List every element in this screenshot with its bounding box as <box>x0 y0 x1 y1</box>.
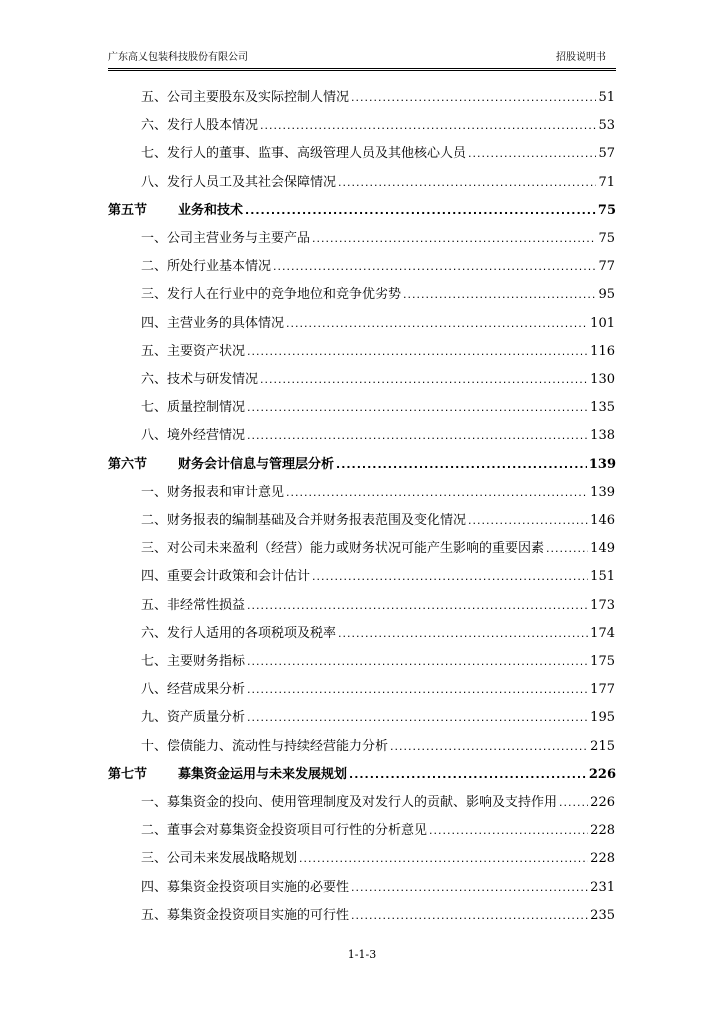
toc-entry-title: 八、境外经营情况 <box>141 428 246 444</box>
page-number: 1-1-3 <box>347 948 377 961</box>
toc-entry-title: 五、主要资产状况 <box>141 343 246 359</box>
toc-page-number: 77 <box>598 259 615 275</box>
toc-entry-title: 十、偿债能力、流动性与持续经营能力分析 <box>141 738 389 754</box>
toc-entry-title: 九、资产质量分析 <box>141 710 246 726</box>
toc-section-entry[interactable] <box>141 115 615 137</box>
dot-leader <box>260 369 588 391</box>
toc-section-entry[interactable] <box>141 482 615 504</box>
toc-section-entry[interactable] <box>141 313 615 335</box>
dot-leader <box>247 651 588 673</box>
toc-section-entry[interactable] <box>141 651 615 673</box>
toc-chapter-number: 第六节 <box>108 456 148 472</box>
toc-page-number: 139 <box>588 456 616 472</box>
toc-page-number: 138 <box>590 428 615 444</box>
dot-leader <box>260 115 596 137</box>
toc-page-number: 53 <box>598 118 615 134</box>
toc-chapter-entry[interactable] <box>108 200 616 222</box>
toc-page-number: 175 <box>590 654 615 669</box>
toc-page-number: 71 <box>598 174 615 190</box>
toc-section-entry[interactable] <box>141 623 615 645</box>
toc-section-entry[interactable] <box>141 284 615 306</box>
toc-page-number: 228 <box>590 823 615 839</box>
dot-leader <box>299 848 588 870</box>
toc-section-entry[interactable] <box>141 848 615 870</box>
dot-leader <box>468 143 596 165</box>
toc-section-entry[interactable] <box>141 256 615 278</box>
toc-section-entry[interactable] <box>141 228 615 250</box>
toc-entry-title: 八、发行人员工及其社会保障情况 <box>141 174 337 190</box>
toc-page-number: 226 <box>588 766 616 782</box>
toc-page-number: 75 <box>597 202 616 218</box>
toc-chapter-entry[interactable] <box>108 764 616 786</box>
document-title: 招股说明书 <box>556 52 606 63</box>
toc-section-entry[interactable] <box>141 172 615 194</box>
toc-entry-title: 二、所处行业基本情况 <box>141 259 272 275</box>
dot-leader <box>338 172 596 194</box>
toc-section-entry[interactable] <box>141 425 615 447</box>
dot-leader <box>273 256 596 278</box>
toc-section-entry[interactable] <box>141 566 615 588</box>
toc-chapter-title: 募集资金运用与未来发展规划 <box>178 766 348 782</box>
toc-page-number: 228 <box>590 851 615 867</box>
toc-chapter-title: 业务和技术 <box>178 202 244 218</box>
page-header <box>108 50 616 66</box>
toc-section-entry[interactable] <box>141 905 615 927</box>
toc-section-entry[interactable] <box>141 792 615 814</box>
toc-chapter-title: 财务会计信息与管理层分析 <box>178 456 335 472</box>
toc-section-entry[interactable] <box>141 341 615 363</box>
toc-page-number: 215 <box>590 738 615 754</box>
dot-leader <box>247 707 588 729</box>
toc-section-entry[interactable] <box>141 736 615 758</box>
toc-page-number: 173 <box>590 597 615 613</box>
dot-leader <box>351 87 596 109</box>
toc-section-entry[interactable] <box>141 595 615 617</box>
toc-page-number: 139 <box>590 484 615 500</box>
toc-entry-title: 三、发行人在行业中的竞争地位和竞争优劣势 <box>141 287 402 303</box>
toc-section-entry[interactable] <box>141 679 615 701</box>
dot-leader <box>390 736 588 758</box>
toc-page-number: 149 <box>590 541 615 557</box>
toc-entry-title: 七、发行人的董事、监事、高级管理人员及其他核心人员 <box>141 146 467 162</box>
toc-entry-title: 七、主要财务指标 <box>141 654 246 669</box>
header-rule-top <box>108 68 616 69</box>
toc-entry-title <box>108 454 334 476</box>
toc-entry-title: 二、财务报表的编制基础及合并财务报表范围及变化情况 <box>141 513 467 528</box>
toc-section-entry[interactable] <box>141 87 615 109</box>
dot-leader <box>247 425 588 447</box>
toc-entry-title: 一、公司主营业务与主要产品 <box>141 231 311 246</box>
dot-leader <box>286 313 588 335</box>
toc-page-number: 151 <box>590 569 615 585</box>
toc-entry-title: 三、公司未来发展战略规划 <box>141 851 298 867</box>
toc-page-number: 146 <box>590 513 615 528</box>
toc-page-number: 101 <box>590 315 615 331</box>
dot-leader <box>336 454 587 476</box>
dot-leader <box>245 200 596 222</box>
toc-entry-title: 八、经营成果分析 <box>141 682 246 698</box>
toc-section-entry[interactable] <box>141 538 615 560</box>
toc-entry-title: 一、财务报表和审计意见 <box>141 484 285 500</box>
toc-section-entry[interactable] <box>141 510 615 532</box>
toc-section-entry[interactable] <box>141 143 615 165</box>
dot-leader <box>546 538 588 560</box>
toc-page-number: 75 <box>598 231 615 246</box>
toc-entry-title: 五、非经常性损益 <box>141 597 246 613</box>
dot-leader <box>286 482 588 504</box>
toc-page-number: 130 <box>590 372 615 387</box>
toc-entry-title: 四、主营业务的具体情况 <box>141 315 285 331</box>
header-rule-bottom <box>108 70 616 71</box>
toc-entry-title <box>108 764 347 786</box>
dot-leader <box>247 341 588 363</box>
toc-page-number: 235 <box>590 907 615 923</box>
dot-leader <box>312 566 588 588</box>
toc-page-number: 51 <box>598 90 615 105</box>
toc-page-number: 116 <box>590 343 615 359</box>
dot-leader <box>351 877 588 899</box>
dot-leader <box>247 397 588 419</box>
toc-chapter-entry[interactable] <box>108 454 616 476</box>
toc-page-number: 174 <box>590 625 615 641</box>
dot-leader <box>349 764 587 786</box>
dot-leader <box>247 679 588 701</box>
toc-entry-title: 六、发行人适用的各项税项及税率 <box>141 625 337 641</box>
toc-page-number: 226 <box>590 795 615 810</box>
toc-entry-title: 四、重要会计政策和会计估计 <box>141 569 311 585</box>
toc-entry-title: 三、对公司未来盈利（经营）能力或财务状况可能产生影响的重要因素 <box>141 541 545 557</box>
dot-leader <box>312 228 596 250</box>
toc-entry-title <box>108 200 243 222</box>
toc-entry-title: 一、募集资金的投向、使用管理制度及对发行人的贡献、影响及支持作用 <box>141 795 558 810</box>
toc-entry-title: 五、募集资金投资项目实施的可行性 <box>141 907 350 923</box>
dot-leader <box>338 623 588 645</box>
toc-section-entry[interactable] <box>141 707 615 729</box>
toc-page-number: 177 <box>590 682 615 698</box>
toc-section-entry[interactable] <box>141 820 615 842</box>
company-name: 广东高乂包装科技股份有限公司 <box>108 52 248 63</box>
toc-chapter-number: 第七节 <box>108 766 148 782</box>
toc-entry-title: 五、公司主要股东及实际控制人情况 <box>141 90 350 105</box>
toc-section-entry[interactable] <box>141 397 615 419</box>
toc-entry-title: 六、技术与研发情况 <box>141 372 259 387</box>
toc-page-number: 195 <box>590 710 615 726</box>
toc-section-entry[interactable] <box>141 369 615 391</box>
dot-leader <box>559 792 588 814</box>
toc-page-number: 95 <box>598 287 615 303</box>
toc-section-entry[interactable] <box>141 877 615 899</box>
toc-page-number: 57 <box>598 146 615 162</box>
dot-leader <box>429 820 588 842</box>
toc-page-number: 135 <box>590 400 615 416</box>
toc-chapter-number: 第五节 <box>108 202 148 218</box>
dot-leader <box>351 905 588 927</box>
toc-page-number: 231 <box>590 879 615 895</box>
dot-leader <box>468 510 588 532</box>
toc-entry-title: 四、募集资金投资项目实施的必要性 <box>141 879 350 895</box>
toc-entry-title: 六、发行人股本情况 <box>141 118 259 134</box>
toc-entry-title: 二、董事会对募集资金投资项目可行性的分析意见 <box>141 823 428 839</box>
toc-entry-title: 七、质量控制情况 <box>141 400 246 416</box>
dot-leader <box>403 284 596 306</box>
dot-leader <box>247 595 588 617</box>
